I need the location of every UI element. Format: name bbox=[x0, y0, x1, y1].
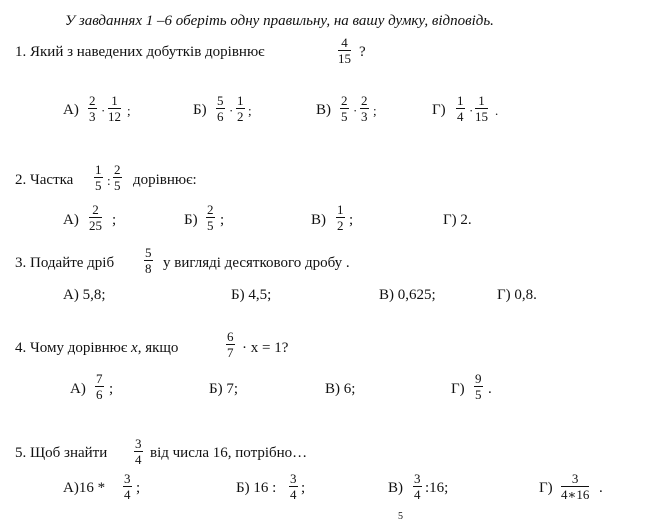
q2-option-c-label: В) bbox=[311, 212, 326, 228]
q4-option-b: Б) 7; bbox=[209, 381, 239, 397]
question-1-text: 1. Який з наведених добутків дорівнює bbox=[15, 44, 265, 60]
q1-option-a-end: ; bbox=[127, 103, 131, 118]
q2-option-b-frac: $\frac{2}{5}$ bbox=[207, 202, 214, 233]
q1-option-c-end: ; bbox=[373, 103, 377, 118]
q5-option-a-end: ; bbox=[136, 480, 141, 496]
question-5-frac: $\frac{3}{4}$ bbox=[135, 436, 142, 467]
q2-option-c-frac: $\frac{1}{2}$ bbox=[337, 202, 344, 233]
q4-option-d-label: Г) bbox=[451, 381, 465, 397]
instructions-header: У завданнях 1 –6 оберіть одну правильну, на вашу думку, відповідь. bbox=[65, 13, 494, 29]
question-3-frac: $\frac{5}{8}$ bbox=[145, 245, 152, 276]
q2-option-a-label: А) bbox=[63, 212, 79, 228]
question-4-equation: · x = 1? bbox=[242, 340, 289, 356]
q2-option-d: Г) 2. bbox=[443, 212, 472, 228]
question-1-mark: ? bbox=[359, 44, 366, 60]
q5-option-b-frac: $\frac{3}{4}$ bbox=[290, 471, 297, 502]
question-4-text: 4. Чому дорівнює x, якщо bbox=[15, 340, 179, 356]
q4-option-a-frac: $\frac{7}{6}$ bbox=[96, 371, 103, 402]
q5-option-b-end: ; bbox=[301, 480, 306, 496]
question-2-after: дорівнює: bbox=[133, 172, 197, 188]
q1-option-b-label: Б) bbox=[193, 102, 207, 118]
q2-option-a-end: ; bbox=[112, 212, 117, 228]
q1-option-d-frac2: $\frac{1}{15}$ bbox=[475, 93, 488, 124]
q1-option-c-op: · bbox=[353, 103, 358, 118]
question-2-frac1: $\frac{1}{5}$ bbox=[95, 162, 102, 193]
q5-option-d-label: Г) bbox=[539, 480, 553, 496]
q1-option-a-frac2: $\frac{1}{12}$ bbox=[108, 93, 121, 124]
q1-option-c-label: В) bbox=[316, 102, 331, 118]
q3-option-c: В) 0,625; bbox=[379, 287, 436, 303]
q1-option-d-end: . bbox=[495, 103, 499, 118]
q1-option-b-frac2: $\frac{1}{2}$ bbox=[237, 93, 244, 124]
q1-option-a-label: А) bbox=[63, 102, 79, 118]
question-2-frac2: $\frac{2}{5}$ bbox=[114, 162, 121, 193]
q2-option-b-label: Б) bbox=[184, 212, 198, 228]
q2-option-b-end: ; bbox=[220, 212, 225, 228]
q2-option-a-frac: $\frac{2}{25}$ bbox=[89, 202, 102, 233]
question-2-op: : bbox=[107, 173, 111, 188]
q5-option-a-frac: $\frac{3}{4}$ bbox=[124, 471, 131, 502]
q1-option-c-frac2: $\frac{2}{3}$ bbox=[361, 93, 368, 124]
question-3-after: у вигляді десяткового дробу . bbox=[163, 255, 350, 271]
q2-option-c-end: ; bbox=[349, 212, 354, 228]
q3-option-b: Б) 4,5; bbox=[231, 287, 272, 303]
q4-option-a-end: ; bbox=[109, 381, 114, 397]
q4-option-a-label: А) bbox=[70, 381, 86, 397]
q1-option-d-frac1: $\frac{1}{4}$ bbox=[457, 93, 464, 124]
q1-option-b-op: · bbox=[229, 103, 234, 118]
q1-option-b-end: ; bbox=[248, 103, 252, 118]
q1-option-d-label: Г) bbox=[432, 102, 446, 118]
question-5-text-before: 5. Щоб знайти bbox=[15, 445, 108, 461]
question-3-text: 3. Подайте дріб bbox=[15, 255, 115, 271]
question-5-text-after: від числа 16, потрібно… bbox=[150, 445, 308, 461]
q5-option-c-end: :16; bbox=[425, 480, 449, 496]
q5-option-d-end: . bbox=[599, 480, 603, 496]
q1-option-a-frac1: $\frac{2}{3}$ bbox=[89, 93, 96, 124]
q4-option-d-end: . bbox=[488, 381, 492, 397]
question-2-text: 2. Частка bbox=[15, 172, 74, 188]
q5-option-d-frac: $\frac{3}{4∗16}$ bbox=[561, 471, 590, 502]
q5-option-a-label: А)16 * bbox=[63, 480, 106, 496]
cut-off-digit: 5 bbox=[398, 511, 403, 522]
q3-option-d: Г) 0,8. bbox=[497, 287, 537, 303]
q3-option-a: А) 5,8; bbox=[63, 287, 106, 303]
question-1-fraction: $\frac{4}{15}$ bbox=[338, 35, 351, 66]
q1-option-b-frac1: $\frac{5}{6}$ bbox=[217, 93, 224, 124]
q1-option-a-op: · bbox=[101, 103, 106, 118]
q4-option-c: В) 6; bbox=[325, 381, 356, 397]
q1-option-d-op: · bbox=[469, 103, 474, 118]
question-4-frac: $\frac{6}{7}$ bbox=[227, 329, 234, 360]
q5-option-c-label: В) bbox=[388, 480, 403, 496]
q4-option-d-frac: $\frac{9}{5}$ bbox=[475, 371, 482, 402]
q5-option-b-label: Б) 16 : bbox=[236, 480, 277, 496]
q5-option-c-frac: $\frac{3}{4}$ bbox=[414, 471, 421, 502]
q1-option-c-frac1: $\frac{2}{5}$ bbox=[341, 93, 348, 124]
